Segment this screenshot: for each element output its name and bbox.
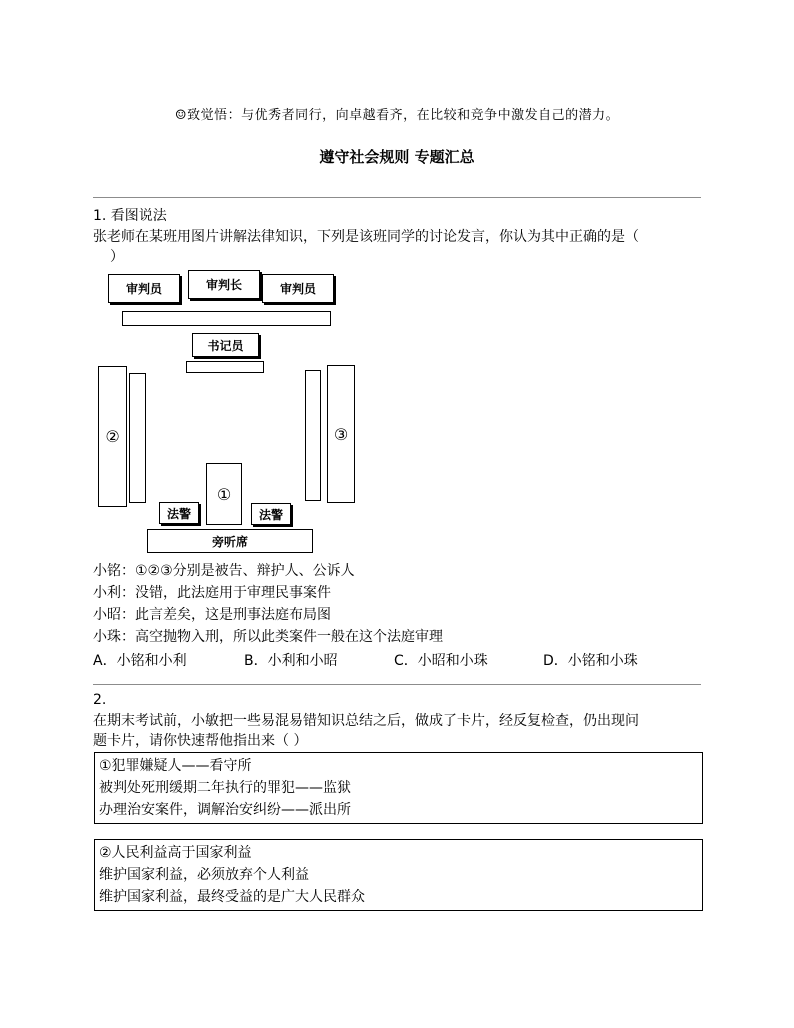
motto-line: ☺致觉悟：与优秀者同行，向卓越看齐，在比较和竞争中激发自己的潜力。	[174, 108, 620, 123]
q1-option-d: D．小铭和小珠	[543, 653, 638, 669]
card2-line-1: ②人民利益高于国家利益	[99, 845, 252, 861]
bench-bar	[122, 311, 331, 326]
knowledge-card-1	[94, 752, 703, 824]
bailiff-left-box: 法警	[159, 502, 199, 524]
seat-1-box: ①	[206, 463, 242, 525]
seat-3-box: ③	[327, 365, 355, 503]
desk-2-bar	[129, 373, 146, 503]
card1-line-2: 被判处死刑缓期二年执行的罪犯——监狱	[99, 780, 351, 796]
card1-line-3: 办理治安案件，调解治安纠纷——派出所	[99, 802, 351, 818]
card1-line-1: ①犯罪嫌疑人——看守所	[99, 758, 252, 774]
clerk-box: 书记员	[192, 333, 259, 357]
courtroom-diagram	[94, 270, 354, 560]
q1-statement-3: 小昭：此言差矣，这是刑事法庭布局图	[93, 607, 331, 623]
card2-line-2: 维护国家利益，必须放弃个人利益	[99, 867, 309, 883]
q1-stem-line2: ）	[110, 249, 124, 265]
q2-stem-line2: 题卡片，请你快速帮他指出来（ ）	[93, 733, 308, 749]
q1-statement-2: 小利：没错，此法庭用于审理民事案件	[93, 585, 331, 601]
knowledge-card-2	[94, 839, 703, 911]
bailiff-right-box: 法警	[251, 503, 291, 525]
gallery-box: 旁听席	[147, 529, 313, 553]
card2-line-3: 维护国家利益，最终受益的是广大人民群众	[99, 889, 365, 905]
divider	[93, 197, 701, 198]
q1-stem-line1: 张老师在某班用图片讲解法律知识，下列是该班同学的讨论发言，你认为其中正确的是（	[93, 229, 639, 245]
judge-left-box: 审判员	[108, 274, 180, 303]
q1-option-a: A．小铭和小利	[93, 653, 187, 669]
q1-statement-1: 小铭：①②③分别是被告、辩护人、公诉人	[93, 563, 355, 579]
q1-statement-4: 小珠：高空抛物入刑，所以此类案件一般在这个法庭审理	[93, 629, 443, 645]
q1-number: 1. 看图说法	[93, 208, 167, 224]
desk-3-bar	[305, 370, 321, 501]
q2-stem-line1: 在期末考试前，小敏把一些易混易错知识总结之后，做成了卡片，经反复检查，仍出现问	[93, 713, 639, 729]
q2-number: 2.	[93, 692, 107, 708]
chief-judge-box: 审判长	[188, 270, 260, 299]
judge-right-box: 审判员	[262, 274, 334, 303]
seat-2-box: ②	[98, 366, 127, 507]
page-title: 遵守社会规则 专题汇总	[319, 148, 475, 166]
divider	[93, 684, 701, 685]
clerk-desk-bar	[186, 361, 264, 373]
q1-option-c: C．小昭和小珠	[394, 653, 488, 669]
q1-option-b: B．小利和小昭	[244, 653, 338, 669]
